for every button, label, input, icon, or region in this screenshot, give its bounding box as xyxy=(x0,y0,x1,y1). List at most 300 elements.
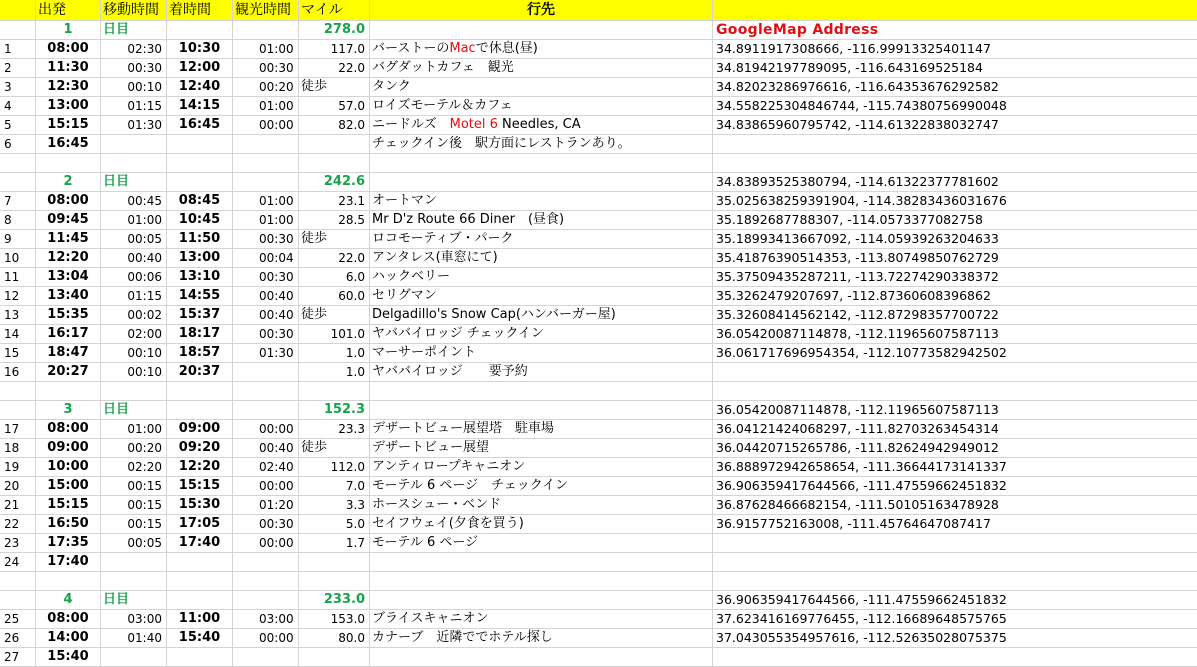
sightseeing-time[interactable]: 00:30 xyxy=(233,325,299,344)
day-header-row xyxy=(0,401,1197,420)
depart-time[interactable]: 08:00 xyxy=(36,420,101,439)
empty-cell[interactable] xyxy=(167,572,233,591)
row-number[interactable]: 22 xyxy=(0,515,36,534)
arrival-time[interactable]: 10:45 xyxy=(167,211,233,230)
empty-cell[interactable] xyxy=(370,21,713,40)
header-depart[interactable]: 出発 xyxy=(36,0,101,21)
row-number[interactable]: 2 xyxy=(0,59,36,78)
blank-row xyxy=(0,572,1197,591)
destination[interactable] xyxy=(370,211,713,230)
destination[interactable] xyxy=(370,534,713,553)
itinerary-row xyxy=(0,534,1197,553)
destination[interactable] xyxy=(370,97,713,116)
day-total-miles[interactable]: 152.3 xyxy=(299,401,370,420)
miles-cell[interactable] xyxy=(299,363,370,382)
empty-cell[interactable] xyxy=(36,154,101,173)
coordinates[interactable]: 35.3262479207697, -112.87360608396862 xyxy=(713,287,1197,306)
day-number[interactable]: 2 xyxy=(36,173,101,192)
destination-text-suffix: Needles, CA xyxy=(497,117,581,132)
miles-cell[interactable] xyxy=(299,230,370,249)
header-row xyxy=(0,0,1197,21)
miles-cell[interactable] xyxy=(299,116,370,135)
day-number[interactable]: 4 xyxy=(36,591,101,610)
destination[interactable] xyxy=(370,287,713,306)
empty-cell[interactable] xyxy=(101,154,167,173)
segment-miles: 1.0 xyxy=(345,346,365,360)
header-miles[interactable]: マイル xyxy=(299,0,370,21)
empty-cell[interactable] xyxy=(167,173,233,192)
miles-cell[interactable] xyxy=(299,420,370,439)
arrival-time[interactable]: 13:00 xyxy=(167,249,233,268)
miles-cell[interactable] xyxy=(299,211,370,230)
row-number[interactable]: 12 xyxy=(0,287,36,306)
travel-time[interactable] xyxy=(101,553,167,572)
sightseeing-time[interactable] xyxy=(233,648,299,667)
empty-cell[interactable] xyxy=(0,173,36,192)
coordinates[interactable]: 34.82023286976616, -116.64353676292582 xyxy=(713,78,1197,97)
arrival-time[interactable]: 18:57 xyxy=(167,344,233,363)
row-number[interactable]: 7 xyxy=(0,192,36,211)
arrival-time[interactable]: 17:40 xyxy=(167,534,233,553)
coordinates[interactable]: 36.04121424068297, -111.82703263454314 xyxy=(713,420,1197,439)
day-number[interactable]: 3 xyxy=(36,401,101,420)
miles-cell[interactable] xyxy=(299,59,370,78)
empty-cell[interactable] xyxy=(233,21,299,40)
miles-cell[interactable] xyxy=(299,439,370,458)
miles-cell[interactable] xyxy=(299,249,370,268)
day-number[interactable]: 1 xyxy=(36,21,101,40)
coordinates[interactable]: 35.18993413667092, -114.05939263204633 xyxy=(713,230,1197,249)
miles-cell[interactable] xyxy=(299,192,370,211)
destination[interactable] xyxy=(370,629,713,648)
miles-cell[interactable] xyxy=(299,477,370,496)
empty-cell[interactable] xyxy=(101,382,167,401)
header-cell-blank[interactable] xyxy=(0,0,36,21)
empty-cell[interactable] xyxy=(0,154,36,173)
empty-cell[interactable] xyxy=(713,572,1197,591)
travel-time[interactable] xyxy=(101,135,167,154)
row-number[interactable]: 11 xyxy=(0,268,36,287)
destination-text: ロイズモーテル＆カフェ xyxy=(372,98,513,113)
arrival-time[interactable]: 12:00 xyxy=(167,59,233,78)
depart-time[interactable]: 11:30 xyxy=(36,59,101,78)
destination[interactable] xyxy=(370,363,713,382)
depart-time[interactable]: 15:35 xyxy=(36,306,101,325)
coordinates[interactable] xyxy=(713,363,1197,382)
day-start-coordinate[interactable]: 36.906359417644566, -111.47559662451832 xyxy=(713,591,1197,610)
arrival-time[interactable]: 15:30 xyxy=(167,496,233,515)
empty-cell[interactable] xyxy=(370,173,713,192)
empty-cell[interactable] xyxy=(233,154,299,173)
arrival-time[interactable]: 17:05 xyxy=(167,515,233,534)
empty-cell[interactable] xyxy=(101,572,167,591)
empty-cell[interactable] xyxy=(370,572,713,591)
sightseeing-time[interactable]: 02:40 xyxy=(233,458,299,477)
row-number[interactable]: 18 xyxy=(0,439,36,458)
row-number[interactable]: 9 xyxy=(0,230,36,249)
travel-time[interactable]: 00:20 xyxy=(101,439,167,458)
row-number[interactable]: 3 xyxy=(0,78,36,97)
arrival-time[interactable]: 18:17 xyxy=(167,325,233,344)
travel-time[interactable]: 00:15 xyxy=(101,496,167,515)
empty-cell[interactable] xyxy=(36,572,101,591)
miles-cell[interactable] xyxy=(299,648,370,667)
empty-cell[interactable] xyxy=(233,591,299,610)
segment-miles xyxy=(365,78,367,96)
depart-time[interactable]: 11:45 xyxy=(36,230,101,249)
arrival-time[interactable]: 20:37 xyxy=(167,363,233,382)
row-number[interactable]: 5 xyxy=(0,116,36,135)
sightseeing-time[interactable] xyxy=(233,363,299,382)
travel-time[interactable]: 00:02 xyxy=(101,306,167,325)
sightseeing-time[interactable]: 00:30 xyxy=(233,268,299,287)
coordinates[interactable]: 36.04420715265786, -111.82624942949012 xyxy=(713,439,1197,458)
depart-time[interactable]: 17:40 xyxy=(36,553,101,572)
empty-cell[interactable] xyxy=(167,591,233,610)
travel-time[interactable]: 01:30 xyxy=(101,116,167,135)
empty-cell[interactable] xyxy=(370,401,713,420)
row-number[interactable]: 13 xyxy=(0,306,36,325)
empty-cell[interactable] xyxy=(167,21,233,40)
miles-cell[interactable] xyxy=(299,78,370,97)
coordinates[interactable]: 35.1892687788307, -114.0573377082758 xyxy=(713,211,1197,230)
itinerary-row xyxy=(0,420,1197,439)
depart-time[interactable]: 12:30 xyxy=(36,78,101,97)
destination[interactable] xyxy=(370,59,713,78)
sightseeing-time[interactable] xyxy=(233,135,299,154)
coordinates[interactable]: 34.81942197789095, -116.643169525184 xyxy=(713,59,1197,78)
day-total-miles[interactable]: 278.0 xyxy=(299,21,370,40)
travel-time[interactable]: 02:00 xyxy=(101,325,167,344)
destination[interactable] xyxy=(370,439,713,458)
day-label[interactable]: 日目 xyxy=(101,401,167,420)
coordinates[interactable]: 35.37509435287211, -113.72274290338372 xyxy=(713,268,1197,287)
coordinates[interactable] xyxy=(713,553,1197,572)
destination[interactable] xyxy=(370,249,713,268)
miles-cell[interactable] xyxy=(299,553,370,572)
destination[interactable] xyxy=(370,344,713,363)
miles-cell[interactable] xyxy=(299,629,370,648)
travel-time[interactable]: 03:00 xyxy=(101,610,167,629)
coordinates[interactable]: 34.558225304846744, -115.74380756990048 xyxy=(713,97,1197,116)
coordinates[interactable] xyxy=(713,534,1197,553)
destination[interactable] xyxy=(370,325,713,344)
destination-text: タンク xyxy=(372,79,411,94)
header-blank-right[interactable] xyxy=(713,0,1197,21)
arrival-time[interactable]: 09:00 xyxy=(167,420,233,439)
row-number[interactable]: 21 xyxy=(0,496,36,515)
depart-time[interactable]: 15:40 xyxy=(36,648,101,667)
coordinates[interactable]: 37.043055354957616, -112.52635028075375 xyxy=(713,629,1197,648)
arrival-time[interactable]: 10:30 xyxy=(167,40,233,59)
coordinates[interactable]: 36.87628466682154, -111.50105163478928 xyxy=(713,496,1197,515)
day-label[interactable]: 日目 xyxy=(101,21,167,40)
empty-cell[interactable] xyxy=(167,401,233,420)
empty-cell[interactable] xyxy=(713,382,1197,401)
sightseeing-time[interactable]: 03:00 xyxy=(233,610,299,629)
destination[interactable] xyxy=(370,610,713,629)
destination[interactable] xyxy=(370,496,713,515)
depart-time[interactable]: 13:04 xyxy=(36,268,101,287)
depart-time[interactable]: 08:00 xyxy=(36,192,101,211)
destination-text: バーストーの xyxy=(372,41,450,56)
arrival-time[interactable]: 14:55 xyxy=(167,287,233,306)
day-label[interactable]: 日目 xyxy=(101,591,167,610)
day-total-miles[interactable]: 242.6 xyxy=(299,173,370,192)
arrival-time[interactable]: 12:20 xyxy=(167,458,233,477)
travel-time[interactable]: 00:40 xyxy=(101,249,167,268)
destination[interactable] xyxy=(370,477,713,496)
day-label[interactable]: 日目 xyxy=(101,173,167,192)
row-number[interactable]: 20 xyxy=(0,477,36,496)
itinerary-row xyxy=(0,59,1197,78)
coordinates[interactable]: 37.623416169776455, -112.16689648575765 xyxy=(713,610,1197,629)
empty-cell[interactable] xyxy=(713,154,1197,173)
arrival-time[interactable]: 14:15 xyxy=(167,97,233,116)
empty-cell[interactable] xyxy=(299,154,370,173)
arrival-time[interactable] xyxy=(167,135,233,154)
empty-cell[interactable] xyxy=(0,591,36,610)
miles-cell[interactable] xyxy=(299,97,370,116)
depart-time[interactable]: 08:00 xyxy=(36,40,101,59)
travel-time[interactable]: 02:30 xyxy=(101,40,167,59)
day-start-coordinate[interactable]: 34.83893525380794, -114.61322377781602 xyxy=(713,173,1197,192)
sightseeing-time[interactable]: 01:20 xyxy=(233,496,299,515)
sightseeing-time[interactable]: 01:30 xyxy=(233,344,299,363)
destination[interactable] xyxy=(370,230,713,249)
arrival-time[interactable] xyxy=(167,553,233,572)
row-number[interactable]: 16 xyxy=(0,363,36,382)
empty-cell[interactable] xyxy=(0,401,36,420)
destination[interactable] xyxy=(370,420,713,439)
depart-time[interactable]: 13:00 xyxy=(36,97,101,116)
empty-cell[interactable] xyxy=(370,154,713,173)
travel-time[interactable]: 00:30 xyxy=(101,59,167,78)
sightseeing-time[interactable]: 00:04 xyxy=(233,249,299,268)
arrival-time[interactable]: 11:50 xyxy=(167,230,233,249)
destination[interactable] xyxy=(370,306,713,325)
depart-time[interactable]: 20:27 xyxy=(36,363,101,382)
arrival-time[interactable]: 09:20 xyxy=(167,439,233,458)
row-number[interactable]: 4 xyxy=(0,97,36,116)
travel-time[interactable]: 00:15 xyxy=(101,515,167,534)
destination[interactable] xyxy=(370,553,713,572)
travel-time[interactable]: 00:10 xyxy=(101,344,167,363)
row-number[interactable]: 14 xyxy=(0,325,36,344)
travel-time[interactable]: 01:00 xyxy=(101,211,167,230)
coordinates[interactable]: 35.41876390514353, -113.80749850762729 xyxy=(713,249,1197,268)
coordinates[interactable]: 36.906359417644566, -111.47559662451832 xyxy=(713,477,1197,496)
sightseeing-time[interactable]: 00:30 xyxy=(233,59,299,78)
arrival-time[interactable]: 12:40 xyxy=(167,78,233,97)
sightseeing-time[interactable]: 00:00 xyxy=(233,477,299,496)
sightseeing-time[interactable]: 00:40 xyxy=(233,287,299,306)
coordinates[interactable]: 36.9157752163008, -111.45764647087417 xyxy=(713,515,1197,534)
miles-cell[interactable] xyxy=(299,610,370,629)
miles-cell[interactable] xyxy=(299,515,370,534)
header-sightseeing-time[interactable]: 観光時間 xyxy=(233,0,299,21)
row-number[interactable]: 8 xyxy=(0,211,36,230)
arrival-time[interactable] xyxy=(167,648,233,667)
travel-time[interactable]: 01:15 xyxy=(101,287,167,306)
empty-cell[interactable] xyxy=(0,382,36,401)
travel-time[interactable]: 00:06 xyxy=(101,268,167,287)
sightseeing-time[interactable]: 00:40 xyxy=(233,306,299,325)
travel-time[interactable]: 00:15 xyxy=(101,477,167,496)
depart-time[interactable]: 09:45 xyxy=(36,211,101,230)
coordinates[interactable]: 35.32608414562142, -112.87298357700722 xyxy=(713,306,1197,325)
sightseeing-time[interactable] xyxy=(233,553,299,572)
day-start-coordinate[interactable]: 36.05420087114878, -112.11965607587113 xyxy=(713,401,1197,420)
depart-time[interactable]: 15:15 xyxy=(36,496,101,515)
coordinates[interactable]: 35.025638259391904, -114.38283436031676 xyxy=(713,192,1197,211)
sightseeing-time[interactable]: 01:00 xyxy=(233,192,299,211)
empty-cell[interactable] xyxy=(233,382,299,401)
depart-time[interactable]: 12:20 xyxy=(36,249,101,268)
miles-cell[interactable] xyxy=(299,344,370,363)
sightseeing-time[interactable]: 00:40 xyxy=(233,439,299,458)
miles-cell[interactable] xyxy=(299,287,370,306)
row-number[interactable]: 1 xyxy=(0,40,36,59)
depart-time[interactable]: 18:47 xyxy=(36,344,101,363)
arrival-time[interactable]: 15:37 xyxy=(167,306,233,325)
destination[interactable] xyxy=(370,78,713,97)
sightseeing-time[interactable]: 00:00 xyxy=(233,629,299,648)
sightseeing-time[interactable]: 00:00 xyxy=(233,534,299,553)
sightseeing-time[interactable]: 01:00 xyxy=(233,211,299,230)
itinerary-row xyxy=(0,211,1197,230)
sightseeing-time[interactable]: 00:20 xyxy=(233,78,299,97)
row-number[interactable]: 25 xyxy=(0,610,36,629)
miles-cell[interactable] xyxy=(299,135,370,154)
empty-cell[interactable] xyxy=(36,382,101,401)
sightseeing-time[interactable]: 00:30 xyxy=(233,230,299,249)
travel-time[interactable]: 00:45 xyxy=(101,192,167,211)
row-number[interactable]: 27 xyxy=(0,648,36,667)
sightseeing-time[interactable]: 01:00 xyxy=(233,40,299,59)
row-number[interactable]: 26 xyxy=(0,629,36,648)
row-number[interactable]: 10 xyxy=(0,249,36,268)
segment-miles: 23.1 xyxy=(338,194,365,208)
depart-time[interactable]: 13:40 xyxy=(36,287,101,306)
destination[interactable] xyxy=(370,116,713,135)
travel-time[interactable]: 02:20 xyxy=(101,458,167,477)
empty-cell[interactable] xyxy=(299,572,370,591)
empty-cell[interactable] xyxy=(299,382,370,401)
destination[interactable] xyxy=(370,648,713,667)
arrival-time[interactable]: 15:15 xyxy=(167,477,233,496)
depart-time[interactable]: 15:00 xyxy=(36,477,101,496)
sightseeing-time[interactable]: 00:00 xyxy=(233,116,299,135)
depart-time[interactable]: 17:35 xyxy=(36,534,101,553)
destination[interactable] xyxy=(370,515,713,534)
depart-time[interactable]: 15:15 xyxy=(36,116,101,135)
travel-time[interactable]: 01:15 xyxy=(101,97,167,116)
depart-time[interactable]: 09:00 xyxy=(36,439,101,458)
itinerary-row xyxy=(0,287,1197,306)
miles-cell[interactable] xyxy=(299,306,370,325)
empty-cell[interactable] xyxy=(167,154,233,173)
travel-time[interactable]: 01:00 xyxy=(101,420,167,439)
arrival-time[interactable]: 11:00 xyxy=(167,610,233,629)
coordinates[interactable]: 36.888972942658654, -111.36644173141337 xyxy=(713,458,1197,477)
empty-cell[interactable] xyxy=(233,401,299,420)
arrival-time[interactable]: 15:40 xyxy=(167,629,233,648)
segment-miles: 117.0 xyxy=(330,42,365,56)
depart-time[interactable]: 10:00 xyxy=(36,458,101,477)
sightseeing-time[interactable]: 00:30 xyxy=(233,515,299,534)
destination[interactable] xyxy=(370,458,713,477)
destination[interactable] xyxy=(370,268,713,287)
row-number[interactable]: 23 xyxy=(0,534,36,553)
destination[interactable] xyxy=(370,192,713,211)
miles-cell[interactable] xyxy=(299,534,370,553)
header-travel-time[interactable]: 移動時間 xyxy=(101,0,167,21)
row-number[interactable]: 24 xyxy=(0,553,36,572)
sightseeing-time[interactable]: 00:00 xyxy=(233,420,299,439)
coordinates[interactable]: 36.05420087114878, -112.11965607587113 xyxy=(713,325,1197,344)
empty-cell[interactable] xyxy=(0,21,36,40)
empty-cell[interactable] xyxy=(0,572,36,591)
depart-time[interactable]: 08:00 xyxy=(36,610,101,629)
row-number[interactable]: 17 xyxy=(0,420,36,439)
row-number[interactable]: 6 xyxy=(0,135,36,154)
travel-time[interactable]: 00:10 xyxy=(101,78,167,97)
destination[interactable] xyxy=(370,40,713,59)
travel-time[interactable]: 01:40 xyxy=(101,629,167,648)
row-number[interactable]: 15 xyxy=(0,344,36,363)
row-number[interactable]: 19 xyxy=(0,458,36,477)
travel-time[interactable] xyxy=(101,648,167,667)
empty-cell[interactable] xyxy=(167,382,233,401)
depart-time[interactable]: 16:45 xyxy=(36,135,101,154)
depart-time[interactable]: 16:50 xyxy=(36,515,101,534)
empty-cell[interactable] xyxy=(370,591,713,610)
coordinates[interactable] xyxy=(713,135,1197,154)
travel-time[interactable]: 00:10 xyxy=(101,363,167,382)
arrival-time[interactable]: 13:10 xyxy=(167,268,233,287)
empty-cell[interactable] xyxy=(233,572,299,591)
travel-time[interactable]: 00:05 xyxy=(101,534,167,553)
miles-cell[interactable] xyxy=(299,325,370,344)
depart-time[interactable]: 14:00 xyxy=(36,629,101,648)
itinerary-row xyxy=(0,230,1197,249)
arrival-time[interactable]: 16:45 xyxy=(167,116,233,135)
miles-cell[interactable] xyxy=(299,496,370,515)
miles-cell[interactable] xyxy=(299,40,370,59)
travel-time[interactable]: 00:05 xyxy=(101,230,167,249)
sightseeing-time[interactable]: 01:00 xyxy=(233,97,299,116)
header-arrival-time[interactable]: 着時間 xyxy=(167,0,233,21)
itinerary-row xyxy=(0,192,1197,211)
coordinates[interactable] xyxy=(713,648,1197,667)
depart-time[interactable]: 16:17 xyxy=(36,325,101,344)
blank-row xyxy=(0,154,1197,173)
miles-cell[interactable] xyxy=(299,268,370,287)
day-total-miles[interactable]: 233.0 xyxy=(299,591,370,610)
empty-cell[interactable] xyxy=(370,382,713,401)
coordinates[interactable]: 34.8911917308666, -116.99913325401147 xyxy=(713,40,1197,59)
empty-cell[interactable] xyxy=(233,173,299,192)
arrival-time[interactable]: 08:45 xyxy=(167,192,233,211)
miles-cell[interactable] xyxy=(299,458,370,477)
googlemap-address-label[interactable]: GoogleMap Address xyxy=(713,21,1197,40)
header-destination[interactable]: 行先 xyxy=(370,0,713,21)
coordinates[interactable]: 36.061717696954354, -112.10773582942502 xyxy=(713,344,1197,363)
coordinates[interactable]: 34.83865960795742, -114.61322838032747 xyxy=(713,116,1197,135)
destination-text: アンティロープキャニオン xyxy=(372,459,526,474)
destination[interactable] xyxy=(370,135,713,154)
